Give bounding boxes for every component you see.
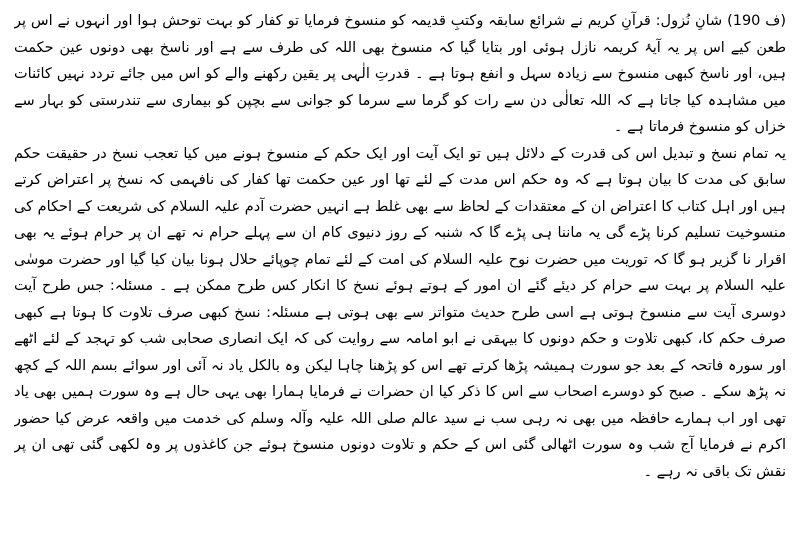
paragraph-naskh-explanation: یہ تمام نسخ و تبدیل اس کی قدرت کے دلائل ہیں تو ایک آیت اور ایک حکم کے منسوخ ہونے میں کیا تعجب نسخ در حقیقت حکم سابق کی مدت کا بیان ہوتا ہے کہ وہ حکم اس مدت کے لئے تھا اور عین حکمت تھا کفار کی نافہمی کہ نسخ پر اعتراض کرتے ہیں اور اہل کتاب کا اعتراض ان کے معتقدات کے لحاظ سے بھی غلط ہے انہیں حضرت آدم علیہ السلام کی شریعت کے احکام کی منسوخیت تسلیم کرنا پڑے گی یہ ماننا ہی پڑے گا کہ شنبہ کے روز دنیوی کام ان سے پہلے حرام نہ تھے ان پر حرام ہوئے یہ بھی اقرار نا گزیر ہو گا کہ توریت میں حضرت نوح علیہ السلام کی امت کے لئے تمام چوپائے حلال ہونا بیان کیا گیا اور حضرت موسٰی علیہ السلام پر بہت سے حرام کر دیئے گئے ان امور کے ہوتے ہوئے نسخ کا انکار کس طرح ممکن ہے ۔ مسئلہ: جس طرح آیت دوسری آیت سے منسوخ ہوتی ہے اسی طرح حدیث متواتر سے بھی ہوتی ہے مسئلہ: نسخ کبھی صرف تلاوت کا ہوتا ہے کبھی صرف حکم کا، کبھی تلاوت و حکم دونوں کا بیہقی نے ابو امامہ سے روایت کی کہ ایک انصاری صحابی شب کو تہجد کے لئے اٹھے اور سورہ فاتحہ کے بعد جو سورت ہمیشہ پڑھا کرتے تھے اس کو پڑھنا چاہا لیکن وہ بالکل یاد نہ آئی اور سوائے بسم اللہ کے کچھ نہ پڑھ سکے ۔ صبح کو دوسرے اصحاب سے اس کا ذکر کیا ان حضرات نے فرمایا ہمارا بھی یہی حال ہے وہ سورت ہمیں بھی یاد تھی اور اب ہمارے حافظہ میں بھی نہ رہی سب نے سید عالم صلی اللہ علیہ وآلہ وسلم کی خدمت میں واقعہ عرض کیا حضور اکرم نے فرمایا آج شب وہ سورت اٹھالی گئی اس کے حکم و تلاوت دونوں منسوخ ہوئے جن کاغذوں پر وہ لکھی گئی تھی ان پر نقش تک باقی نہ رہے ۔ <box>14 145 786 480</box>
document-page <box>14 8 786 544</box>
paragraph-shan-e-nuzool: (ف 190) شانِ نُزول: قرآنِ کریم نے شرائع سابقہ وکتبِ قدیمہ کو منسوخ فرمایا تو کفار کو بہت توحش ہوا اور انہوں نے اس پر طعن کیے اس پر یہ آیۂ کریمہ نازل ہوئی اور بتایا گیا کہ منسوخ بھی اللہ کی طرف سے ہے اور ناسخ بھی دونوں عین حکمت ہیں، اور ناسخ کبھی منسوخ سے زیادہ سہل و انفع ہوتا ہے ۔ قدرتِ الٰہی پر یقین رکھنے والے کو اس میں جائے تردد نہیں کائنات میں مشاہدہ کیا جاتا ہے کہ اللہ تعالٰی دن سے رات کو گرما سے سرما کو جوانی سے بچپن کو بیماری سے تندرستی کو بہار سے خزاں کو منسوخ فرماتا ہے ۔ <box>14 13 786 135</box>
